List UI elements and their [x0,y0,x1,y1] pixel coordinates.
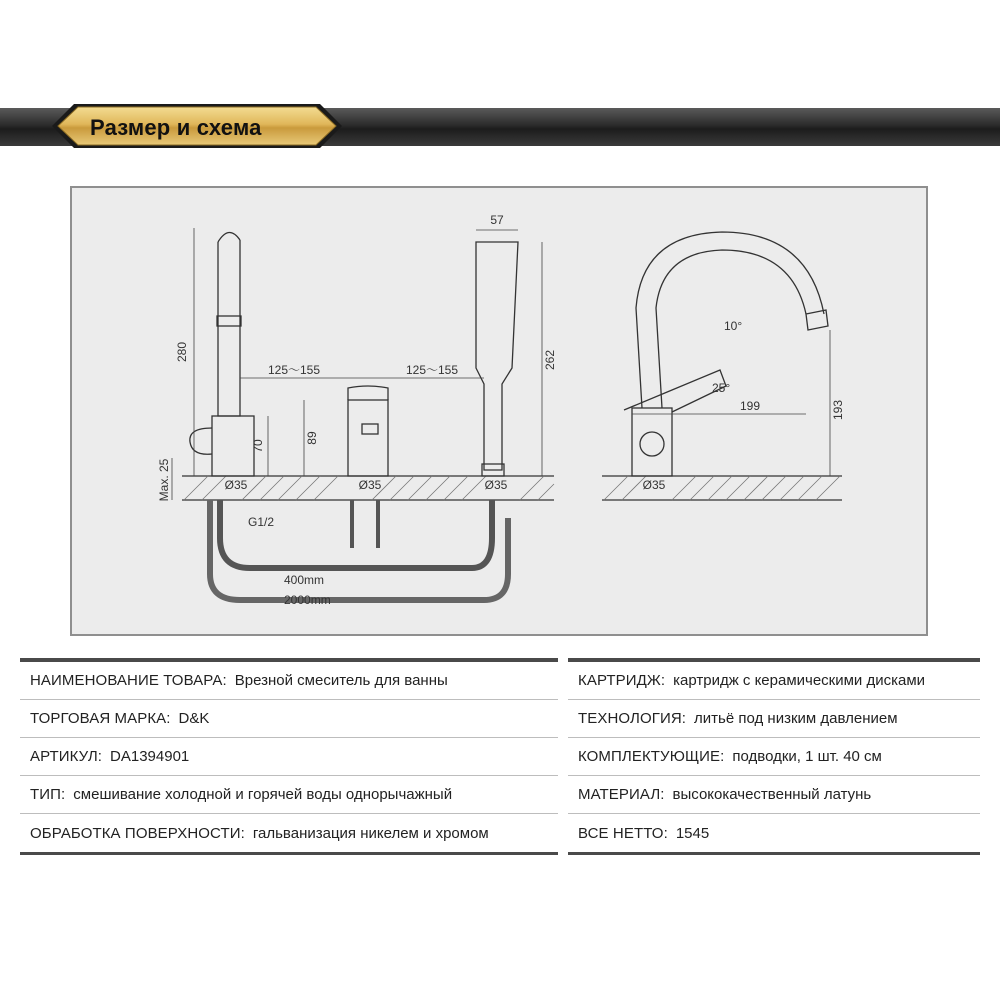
spec-value: подводки, 1 шт. 40 см [732,748,882,765]
page-title: Размер и схема [90,115,262,140]
spec-label: ТОРГОВАЯ МАРКА: [30,710,171,727]
dim-bore-3: Ø35 [484,478,508,492]
spec-label: КАРТРИДЖ: [578,672,666,689]
hose-400 [220,500,492,568]
hot-cold-hoses [352,500,378,548]
spout-body [218,240,240,416]
spout-top [218,232,240,242]
spout-lever [190,428,212,454]
spec-row [20,700,558,738]
gooseneck-aerator [806,310,828,330]
dim-hose-400: 400mm [284,573,325,587]
spec-row [568,776,980,814]
section-banner [0,100,1000,152]
spout-base [212,416,254,476]
spec-label: ВСЕ НЕТТО: [578,824,668,842]
spec-value: гальванизация никелем и хромом [252,824,489,842]
spec-value: D&K [178,710,210,727]
spec-value: Врезной смеситель для ванны [234,672,448,689]
faucet-schematic [72,188,930,638]
spec-table-left [20,658,558,855]
dim-width-57: 57 [490,213,504,227]
spec-value: высококачественный латунь [672,786,872,803]
mixer-top [348,386,388,400]
spec-row [568,700,980,738]
dim-reach-199: 199 [739,399,761,413]
dim-hose-2000: 2000mm [284,593,331,607]
dim-bore-1: Ø35 [224,478,248,492]
technical-drawing [70,186,928,636]
spec-value: картридж с керамическими дисками [673,672,926,689]
deck-hatch [184,476,840,500]
spec-value: литьё под низким давлением [694,710,898,727]
spec-row [20,776,558,814]
spec-label: КОМПЛЕКТУЮЩИЕ: [578,748,725,765]
dim-thread: G1/2 [248,515,275,529]
spec-row [568,662,980,700]
gooseneck-lever [624,370,726,412]
spec-row [568,814,980,852]
spec-label: ТИП: [30,786,66,803]
spec-row [20,662,558,700]
gooseneck-base [632,408,672,476]
dim-gap-right: 125～155 [405,363,459,377]
mixer-body [348,400,388,476]
spec-row [20,814,558,852]
dim-height-70: 70 [251,439,265,453]
spec-label: МАТЕРИАЛ: [578,786,665,803]
dim-bore-4: Ø35 [642,478,666,492]
dim-gap-left: 125～155 [267,363,321,377]
dim-height-262: 262 [543,349,557,371]
dim-height-193: 193 [831,399,845,421]
dim-height-89: 89 [305,431,319,445]
spec-label: ОБРАБОТКА ПОВЕРХНОСТИ: [30,824,245,842]
spec-row [568,738,980,776]
spec-label: НАИМЕНОВАНИЕ ТОВАРА: [30,672,227,689]
spec-value: 1545 [675,824,710,842]
spec-table-right [568,658,980,855]
spec-label: ТЕХНОЛОГИЯ: [578,710,687,727]
dim-angle-25: 25° [712,381,731,395]
mixer-window [362,424,378,434]
dim-bore-2: Ø35 [358,478,382,492]
gooseneck-valve [640,432,664,456]
spec-label: АРТИКУЛ: [30,748,103,765]
spec-row [20,738,558,776]
spec-value: DA1394901 [110,748,190,765]
dim-max-25: Max. 25 [157,458,171,502]
hand-shower [476,242,518,470]
spout-outlet [217,316,241,326]
dim-angle-10: 10° [724,319,743,333]
spec-value: смешивание холодной и горячей воды однорычажный [73,786,453,803]
dim-height-280: 280 [175,341,189,363]
